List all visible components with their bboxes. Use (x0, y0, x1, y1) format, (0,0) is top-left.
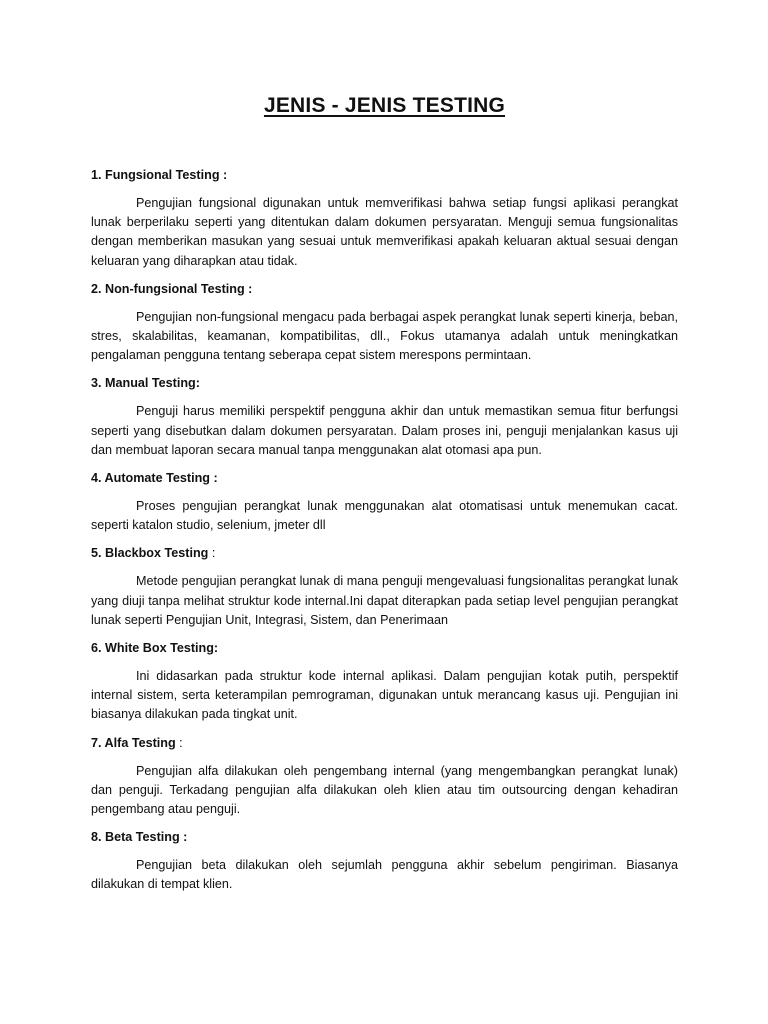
section-automate-testing (91, 469, 678, 535)
section-heading-colon: : (213, 641, 219, 656)
section-heading-title: 2. Non-fungsional Testing (91, 281, 245, 296)
sections-list (91, 166, 678, 904)
section-heading-title: 6. White Box Testing (91, 641, 214, 656)
section-body: Pengujian beta dilakukan oleh sejumlah pengguna akhir sebelum pengiriman. Biasanya dilakukan di tempat klien. (91, 858, 678, 892)
section-body: Pengujian fungsional digunakan untuk memverifikasi bahwa setiap fungsi aplikasi perangkat lunak berperilaku seperti yang ditentukan dalam dokumen persyaratan. Menguji semua fungsionalitas dengan memberikan masukan yang sesuai untuk memverifikasi apakah keluaran aktual sesuai dengan keluaran yang diharapkan atau tidak. (91, 196, 678, 268)
section-beta-testing (91, 828, 678, 894)
section-heading-colon: : (179, 830, 188, 845)
section-fungsional-testing (91, 166, 678, 271)
section-body: Proses pengujian perangkat lunak menggunakan alat otomatisasi untuk menemukan cacat. seperti katalon studio, selenium, jmeter dll (91, 499, 678, 533)
section-heading-title: 4. Automate Testing (91, 471, 210, 486)
section-heading (91, 280, 678, 299)
section-heading-title: 3. Manual Testing (91, 376, 196, 391)
section-heading-colon: : (195, 376, 200, 391)
section-heading (91, 639, 678, 658)
section-heading-title: 8. Beta Testing (91, 830, 180, 845)
section-heading (91, 166, 678, 185)
section-heading (91, 734, 678, 753)
section-heading (91, 374, 678, 393)
section-body: Penguji harus memiliki perspektif pengguna akhir dan untuk memastikan semua fitur berfungsi seperti yang disebutkan dalam dokumen persyaratan. Dalam proses ini, penguji menjalankan kasus uji dan membuat laporan secara manual tanpa menggunakan alat otomasi apa pun. (91, 404, 678, 457)
section-white-box-testing (91, 639, 678, 725)
section-body: Metode pengujian perangkat lunak di mana penguji mengevaluasi fungsionalitas perangkat lunak yang diuji tanpa melihat struktur kode internal.Ini dapat diterapkan pada setiap level pengujian perangkat lunak seperti Pengujian Unit, Integrasi, Sistem, dan Penerimaan (91, 574, 678, 627)
section-alfa-testing (91, 734, 678, 820)
section-heading (91, 828, 678, 847)
section-non-fungsional-testing (91, 280, 678, 366)
section-heading (91, 544, 678, 563)
section-heading-title: 5. Blackbox Testing (91, 546, 209, 561)
section-heading-title: 7. Alfa Testing (91, 735, 176, 750)
section-heading-colon: : (208, 546, 216, 561)
document-title: JENIS - JENIS TESTING (263, 94, 506, 117)
section-body: Pengujian non-fungsional mengacu pada berbagai aspek perangkat lunak seperti kinerja, beban, stres, skalabilitas, keamanan, kompatibilitas, dll., Fokus utamanya adalah untuk meningkatkan pengalaman pengguna tentang seberapa cepat sistem merespons permintaan. (91, 309, 678, 363)
section-heading-colon: : (219, 168, 228, 182)
section-heading-colon: : (244, 281, 253, 296)
section-heading-colon: : (175, 735, 183, 750)
section-blackbox-testing (91, 544, 678, 630)
section-heading (91, 469, 678, 488)
section-heading-colon: : (209, 471, 218, 486)
section-body: Pengujian alfa dilakukan oleh pengembang internal (yang mengembangkan perangkat lunak) dan penguji. Terkadang pengujian alfa dilakukan oleh klien atau tim outsourcing dengan kehadiran pengembang atau penguji. (91, 763, 678, 817)
section-manual-testing (91, 374, 678, 460)
section-heading-title: 1. Fungsional Testing (91, 168, 220, 182)
section-body: Ini didasarkan pada struktur kode internal aplikasi. Dalam pengujian kotak putih, perspektif internal sistem, serta keterampilan pemrograman, digunakan untuk merancang kasus uji. Pengujian ini biasanya dilakukan pada tingkat unit. (91, 669, 678, 722)
